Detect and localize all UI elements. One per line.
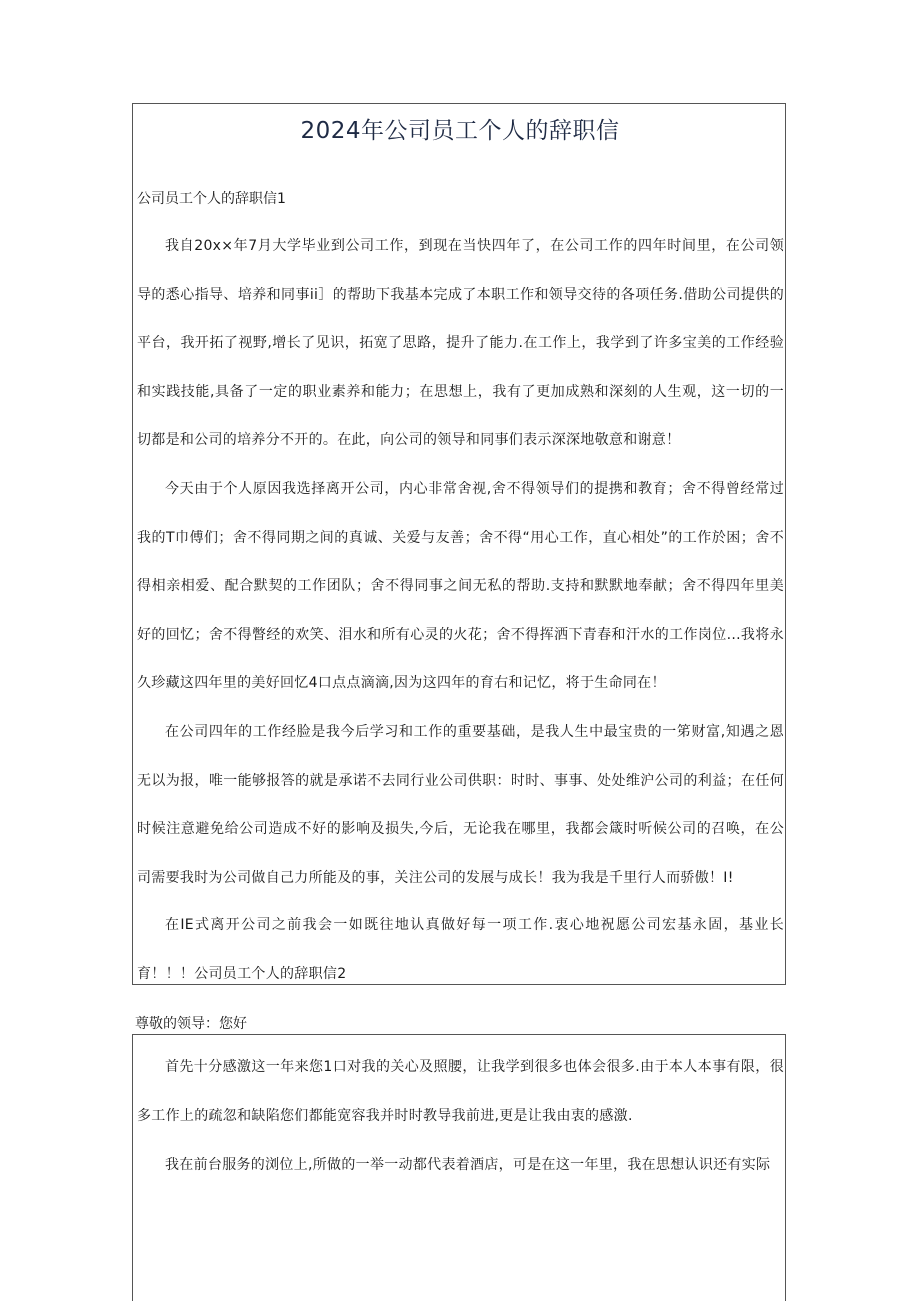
letter2-paragraph-1: 首先十分感激这一年来您1口对我的关心及照腰，让我学到很多也体会很多.由于本人本事有限，很多工作上的疏忽和缺陷您们都能宽容我并时时教导我前进,更是让我由衷的感激. bbox=[137, 1059, 784, 1124]
letter2-paragraph-2: 我在前台服务的浏位上,所做的一举一动都代表着酒店，可是在这一年里，我在思想认识还有实际 bbox=[165, 1157, 771, 1173]
paragraph-1: 我自20x×年7月大学毕业到公司工作，到现在当快四年了，在公司工作的四年时间里，在公司领导的悉心指导、培养和同事ii］的帮助下我基本完成了本职工作和领导交待的各项任务.借助公司提供的平台，我开拓了视野,增长了见识，拓宽了思路，提升了能力.在工作上，我学到了许多宝美的工作经验和实践技能,具备了一定的职业素养和能力；在思想上，我有了更加成熟和深刻的人生观，这一切的一切都是和公司的培养分不开的。在此，向公司的领导和同事们表示深深地敬意和谢意！ bbox=[137, 238, 784, 448]
document-title: 2024年公司员工个人的辞职信 bbox=[300, 118, 620, 144]
salutation: 尊敬的领导：您好 bbox=[135, 1016, 247, 1032]
paragraph-4: 在IE式离开公司之前我会一如既往地认真做好每一项工作.衷心地祝愿公司宏基永固，基业长育！！！公司员工个人的辞职信2 bbox=[137, 917, 784, 982]
paragraph-2: 今天由于个人原因我选择离开公司，内心非常舍视,舍不得领导们的提携和教育；舍不得曾经常过我的T巾傅们；舍不得同期之间的真诚、关爱与友善；舍不得“用心工作，直心相处”的工作於困；舍不得相亲相爱、配合默契的工作团队；舍不得同事之间无私的帮助.支持和默默地奉献；舍不得四年里美好的回忆；舍不得瞥经的欢笑、泪水和所有心灵的火花；舍不得挥洒下青春和汗水的工作岗位...我将永久珍藏这四年里的美好回忆4口点点滴滴,因为这四年的育右和记忆，将于生命同在！ bbox=[137, 481, 784, 691]
paragraph-3: 在公司四年的工作经脸是我今后学习和工作的重要基础，是我人生中最宝贵的一笫财富,知遇之恩无以为报，唯一能够报答的就是承诺不去同行业公司供职：时时、事事、处处维沪公司的利益；在任何时候注意避免给公司造成不好的影响及损失,今后，无论我在哪里，我都会箴时听候公司的召唤，在公司需要我时为公司做自己力所能及的事，关注公司的发展与成长！我为我是千里行人而骄傲！I! bbox=[137, 724, 784, 886]
section1-heading: 公司员工个人的辞职信1 bbox=[137, 191, 286, 207]
